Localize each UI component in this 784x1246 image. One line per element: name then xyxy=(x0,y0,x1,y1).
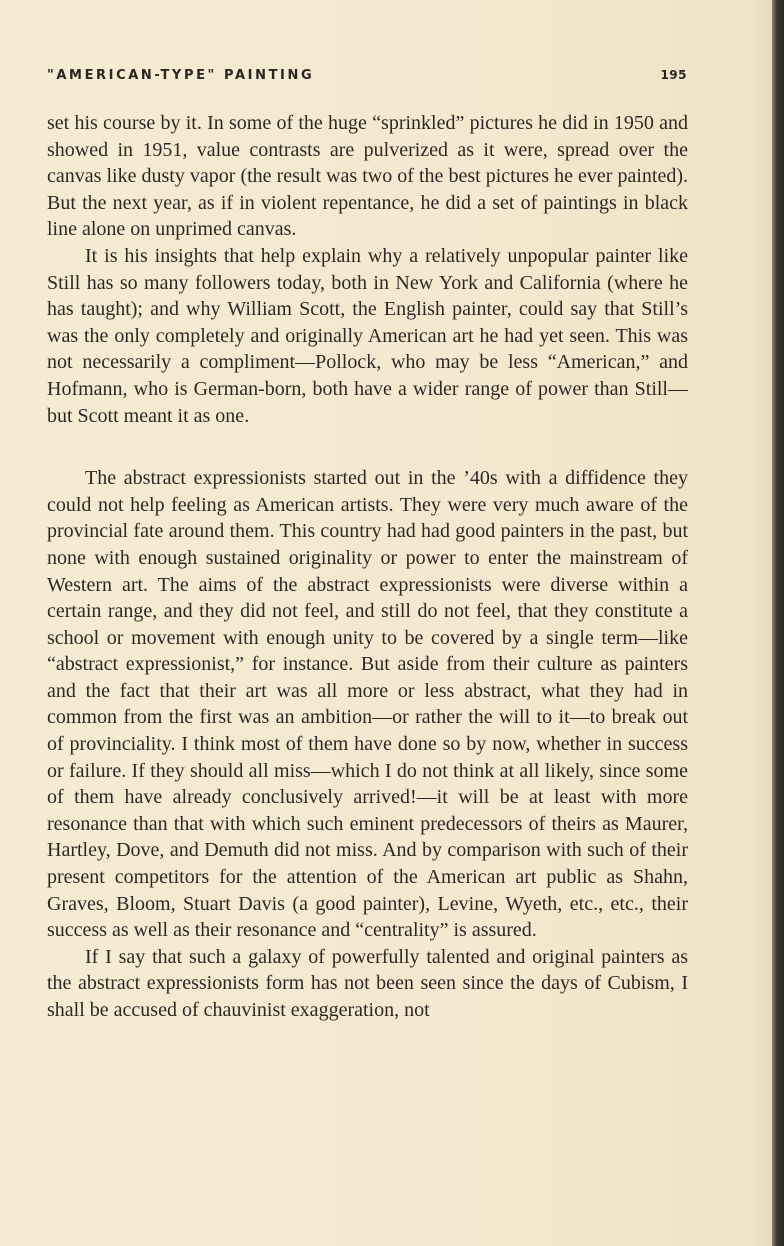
paragraph: set his course by it. In some of the huge “sprinkled” pictures he did in 1950 and showed in 1951, value contrasts are pulverized as it were, spread over the canvas like dusty vapor (the result was two of the best pictures he ever painted). But the next year, as if in violent repentance, he did a set of paintings in black line alone on unprimed canvas. xyxy=(47,112,688,241)
paragraph: The abstract expressionists started out in the ’40s with a diffidence they could not help feeling as American artists. They were very much aware of the provincial fate around them. This country had had good painters in the past, but none with enough sustained originality or power to enter the mainstream of Western art. The aims of the abstract expressionists were diverse within a certain range, and they did not feel, and still do not feel, that they constitute a school or movement with enough unity to be covered by a single term—like “abstract expressionist,” for instance. But aside from their culture as painters and the fact that their art was all more or less abstract, what they had in common from the first was an ambition—or rather the will to it—to break out of provinciality. I think most of them have done so by now, whether in success or failure. If they should all miss—which I do not think at all likely, since some of them have already conclusively arrived!—it will be at least with more resonance than that with which such eminent predecessors of theirs as Maurer, Hartley, Dove, and Demuth did not miss. And by comparison with such of their present competitors for the attention of the American art public as Shahn, Graves, Bloom, Stuart Davis (a good painter), Levine, Wyeth, etc., etc., their success as well as their resonance and “centrality” is assured. xyxy=(47,467,688,942)
page-edge-shadow xyxy=(772,0,784,1246)
running-head xyxy=(47,64,687,88)
page-number: 195 xyxy=(660,68,687,82)
running-head-title: "AMERICAN-TYPE" PAINTING xyxy=(47,68,315,83)
paragraph: It is his insights that help explain why a relatively unpopular painter like Still has so many followers today, both in New York and California (where he has taught); and why William Scott, the English painter, could say that Still’s was the only completely and originally American art he had yet seen. This was not necessarily a compliment—Pollock, who may be less “American,” and Hofmann, who is German-born, both have a wider range of power than Still—but Scott meant it as one. xyxy=(47,244,688,427)
paragraph: If I say that such a galaxy of powerfully talented and original painters as the abstract expressionists form has not been seen since the days of Cubism, I shall be accused of chauvinist exaggeration, not xyxy=(47,945,688,1021)
body-text xyxy=(47,110,688,1024)
